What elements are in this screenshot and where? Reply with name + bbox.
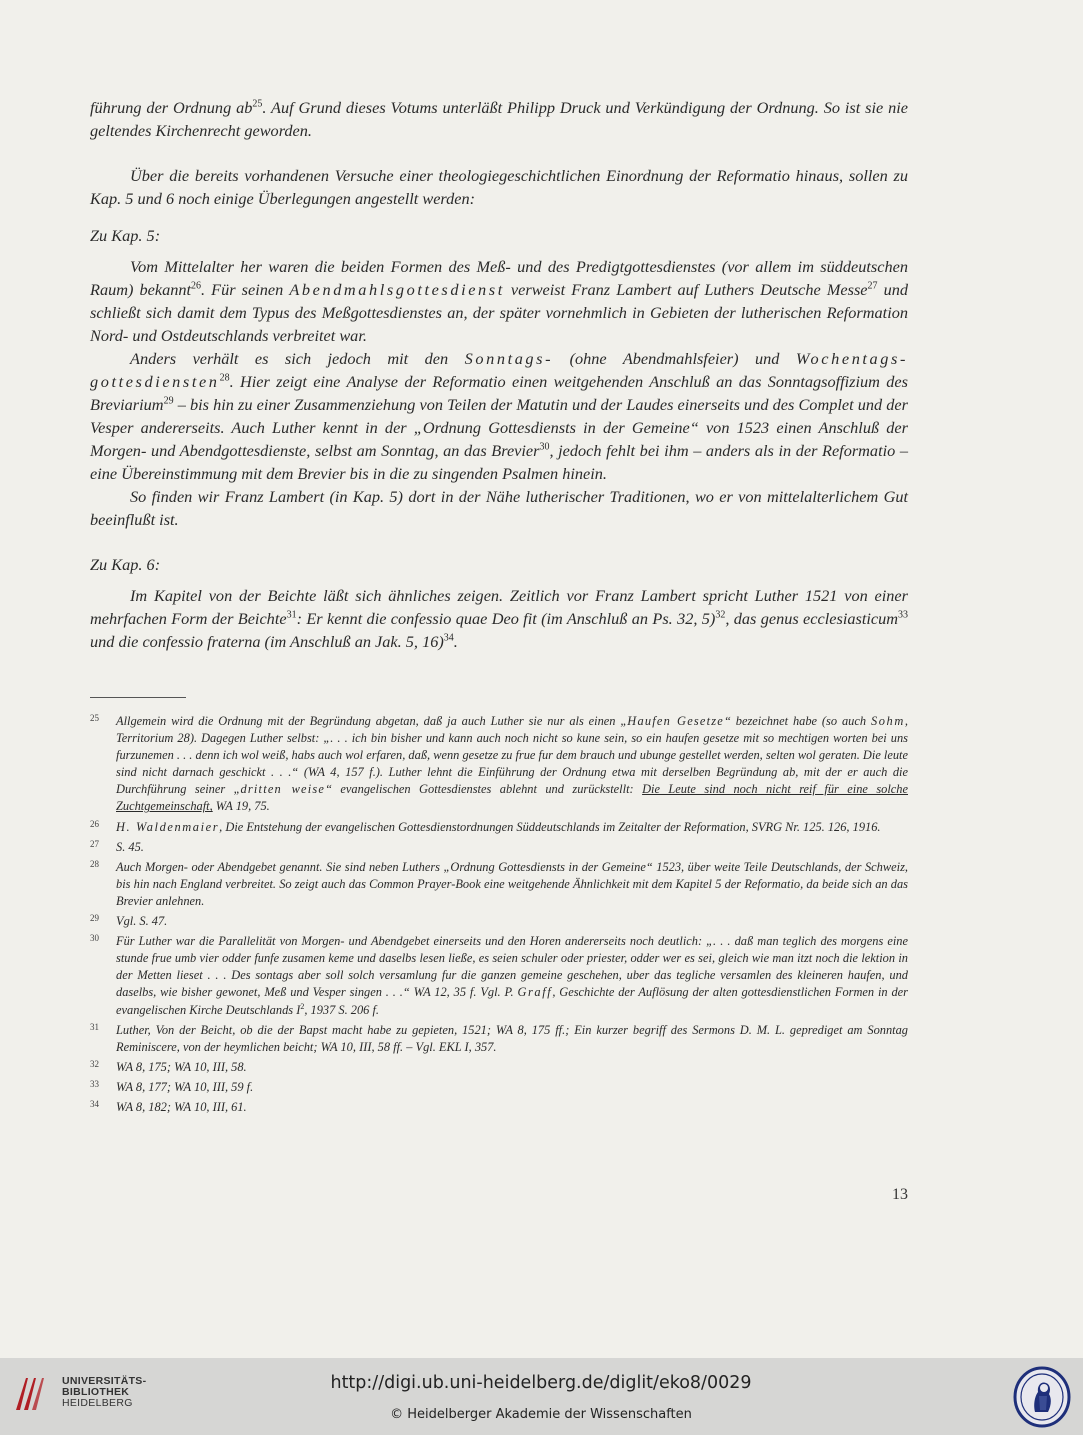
footnote-number: 31 [90,1021,99,1032]
permalink-url[interactable]: http://digi.ub.uni-heidelberg.de/diglit/eko8/0029 [330,1373,752,1393]
library-name: UNIVERSITÄTS- BIBLIOTHEK HEIDELBERG [62,1375,147,1409]
spaced-term: Abendmahlsgottesdienst [289,280,505,299]
main-text [90,96,908,653]
footnote-31: 31 Luther, Von der Beicht, ob die der Bapst macht habe zu gepieten, 1521; WA 8, 175 ff.; Ein kurzer begriff des Sermons D. M. L. geprediget am Sonntag Reminiscere, von der heymlichen beicht; WA 10, III, 58 ff. – Vgl. EKL I, 357. [90,1022,908,1056]
footnote-ref-25[interactable]: 25 [252,98,263,110]
paragraph-3: Vom Mittelalter her waren die beiden Formen des Meß- und des Predigtgottesdienstes (vor allem im süddeutschen Raum) bekannt$^{26}$. Für seinen Abendmahlsgottesdienst verweist Franz Lambert auf Luthers Deutsche Messe$^{27}$ und schließt sich damit dem Typus des Meßgottesdienstes an, der später vornehmlich in Gebieten der lutherischen Reformation Nord- und Ostdeutschlands verbreitet war. [90,257,909,345]
footnote-ref-33[interactable]: 33 [898,609,908,621]
footnote-25: 25 Allgemein wird die Ordnung mit der Begründung abgetan, daß ja auch Luther sie nur als einen „Haufen Gesetze“ bezeichnet habe (so auch Sohm, Territorium 28). Dagegen Luther selbst: „. . . ich bin bisher und kann auch noch nicht so kune sein, so ein haufen gesetze mit so mechtigen worten bei uns furzunemen . . . denn ich wol weiß, habs auch wol erfaren, daß, wenn gesetze zu frue fur dem brauch und ubunge gestellet werden, selten wol geraten. Die leute sind nicht darnach geschickt . . .“ (WA 4, 157 f.). Luther lehnt die Einführung der Ordnung etwa mit derselben Begründung ab, mit der er auch die Durchführung seiner „dritten weise“ evangelischen Gottesdienstes ablehnt und zurückstellt: Die Leute sind noch nicht reif für eine solche Zuchtgemeinschaft, WA 19, 75. [90,713,908,816]
footnotes [90,713,908,1119]
footnote-ref-26[interactable]: 26 [191,280,202,292]
footnote-26: 26 H. Waldenmaier, Die Entstehung der evangelischen Gottesdienstordnungen Süddeutschlands im Zeitalter der Reformation, SVRG Nr. 125. 126, 1916. [90,819,908,836]
footnote-number: 26 [90,818,99,829]
heading-kap-6: Zu Kap. 6: [90,555,161,574]
footnote-ref-27[interactable]: 27 [867,280,878,292]
underlined-phrase: Die Leute sind noch nicht reif für eine solche Zuchtgemeinschaft, [116,782,909,814]
spaced-term: Sonntags- [464,349,554,368]
footnote-ref-32[interactable]: 32 [715,609,726,621]
footnote-number: 30 [90,933,99,944]
paragraph-6: Im Kapitel von der Beichte läßt sich ähnliches zeigen. Zeitlich vor Franz Lambert spricht Luther 1521 von einer mehrfachen Form der Beichte$^{31}$: Er kennt die confessio quae Deo fit (im Anschluß an Ps. 32, 5)$^{32}$, das genus ecclesiasticum$^{33}$ und die confessio fraterna (im Anschluß an Jak. 5, 16)$^{34}$. [90,586,908,651]
paragraph-5: So finden wir Franz Lambert (in Kap. 5) dort in der Nähe lutherischer Traditionen, wo er von mittelalterlichem Gut beeinflußt ist. [90,487,908,529]
footnote-ref-29[interactable]: 29 [163,395,174,407]
footnote-ref-28[interactable]: 28 [219,372,230,384]
footnote-28: 28 Auch Morgen- oder Abendgebet genannt. Sie sind neben Luthers „Ordnung Gottesdiensts in der Gemeine“ 1523, über weite Teile Deutschlands, der Schweiz, bis hin nach England verbreitet. So zeigt auch das Common Prayer-Book eine weitgehende Ähnlichkeit mit dem Kapitel 5 der Reformatio, da beide sich an das Brevier anlehnen. [90,859,908,910]
copyright-notice: © Heidelberger Akademie der Wissenschaften [390,1407,692,1422]
footnote-32: 32 WA 8, 175; WA 10, III, 58. [90,1059,908,1076]
page-number: 13 [892,1186,908,1203]
footnote-34: 34 WA 8, 182; WA 10, III, 61. [90,1099,908,1116]
footnote-ref-31[interactable]: 31 [286,609,297,621]
footnote-number: 34 [90,1098,99,1109]
footnote-number: 28 [90,858,99,869]
footnote-number: 32 [90,1058,99,1069]
footnote-30: 30 Für Luther war die Parallelität von Morgen- und Abendgebet einerseits und den Horen andererseits noch deutlich: „. . . daß man teglich des morgens eine stunde frue umb vier odder funfe zusamen keme und daselbs lesen ließe, es seien schuler oder priester, odder wer es sei, gleich wie man itzt noch die lektion in der Metten lieset . . . Des sontags aber soll solch versamlung fur die ganzen gemeine geschehen, uber das tegliche versamlen des kleineren haufen, und daselbs, wie bisher gewonet, Meß und Vesper singen . . .“ WA 12, 35 f. Vgl. P. Graff, Geschichte der Auflösung der alten gottesdienstlichen Formen in der evangelischen Kirche Deutschlands $I^2$, 1937 S. 206 f. [90,933,908,1018]
heading-kap-5: Zu Kap. 5: [90,226,161,245]
paragraph-1: führung der Ordnung $ab^{25}$. Auf Grund dieses Votums unterläßt Philipp Druck und Verkündigung der Ordnung. So ist sie nie geltendes Kirchenrecht geworden. [90,98,908,140]
library-logo-icon[interactable] [12,1374,44,1414]
paragraph-4: Anders verhält es sich jedoch mit den Sonntags- (ohne Abendmahlsfeier) und Wochentags-gottesdiensten$^{28}$. Hier zeigt eine Analyse der Reformatio einen weitgehenden Anschluß an das Sonntagsoffizium des Breviarium$^{29}$ – bis hin zu einer Zusammenziehung von Teilen der Matutin und der Laudes einerseits und des Complet und der Vesper andererseits. Auch Luther kennt in der „Ordnung Gottesdiensts in der Gemeine“ von 1523 einen Anschluß der Morgen- und Abendgottesdienste, selbst am Sonntag, an das Brevier$^{30}$, jedoch fehlt bei ihm – anders als in der Reformatio – eine Übereinstimmung mit dem Brevier bis in die zu singenden Psalmen hinein. [90,349,909,483]
footnote-ref-30[interactable]: 30 [539,441,550,453]
paragraph-2: Über die bereits vorhandenen Versuche einer theologiegeschichtlichen Einordnung der Reformatio hinaus, sollen zu Kap. 5 und 6 noch einige Überlegungen angestellt werden: [90,166,908,208]
spaced-term: Wochentags-gottesdiensten [90,349,908,391]
footnote-number: 29 [90,913,99,924]
footnote-number: 33 [90,1078,99,1089]
footnote-divider [90,697,186,698]
footnote-number: 25 [90,713,99,723]
footnote-number: 27 [90,838,99,849]
footnote-ref-34[interactable]: 34 [443,632,454,644]
footnote-29: 29 Vgl. S. 47. [90,913,908,930]
viewer-footer [0,1358,1083,1435]
footnote-27: 27 S. 45. [90,839,908,856]
academy-seal-icon[interactable] [1013,1366,1071,1428]
footnote-33: 33 WA 8, 177; WA 10, III, 59 f. [90,1079,908,1096]
